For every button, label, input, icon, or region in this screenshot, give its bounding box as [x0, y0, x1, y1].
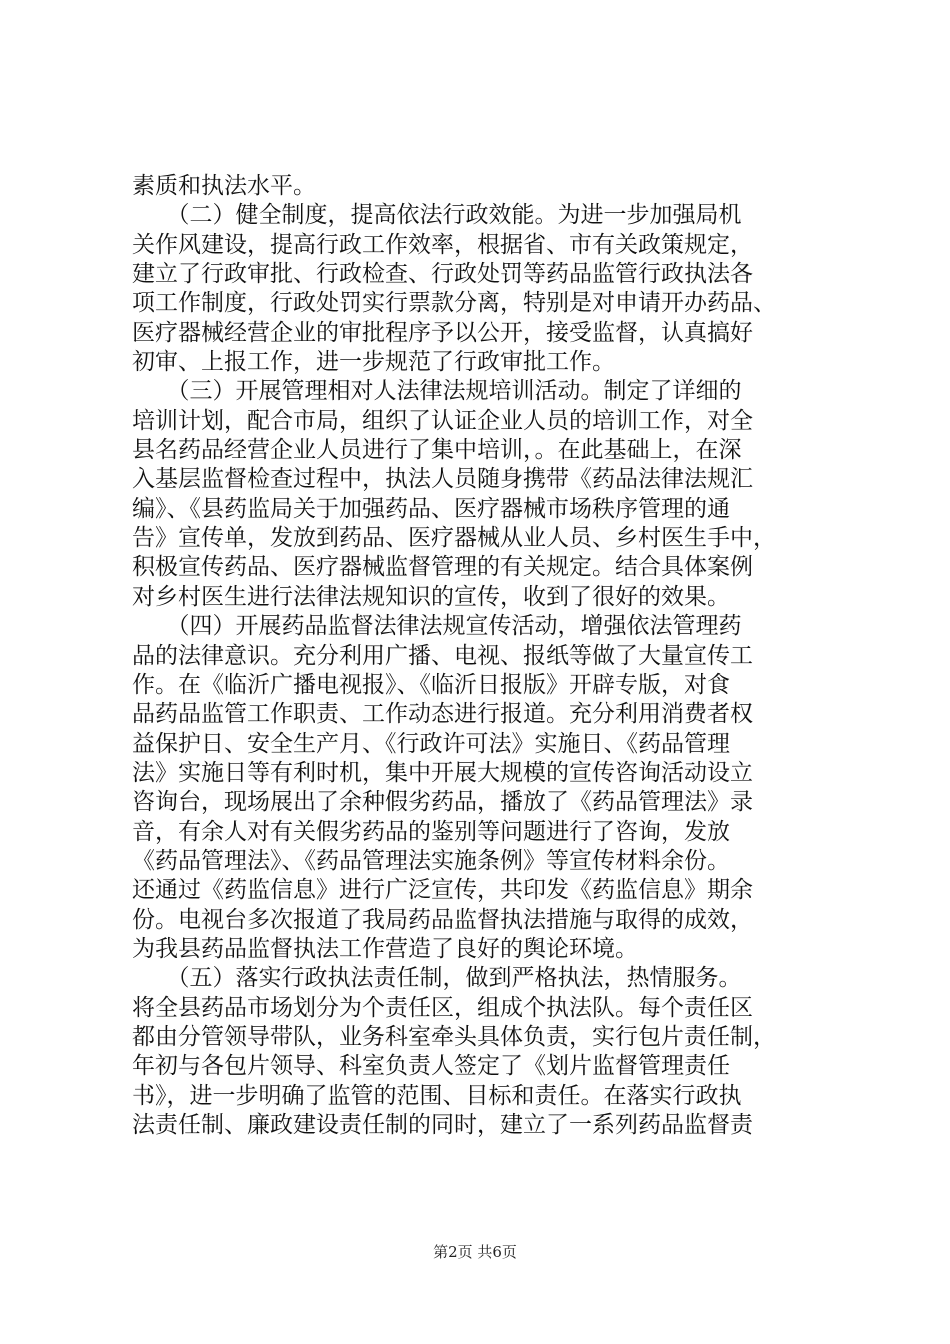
- text-line: 音，有余人对有关假劣药品的鉴别等问题进行了咨询，发放: [132, 818, 730, 845]
- text-line: （三）开展管理相对人法律法规培训活动。制定了详细的: [132, 378, 742, 405]
- text-line: 书》，进一步明确了监管的范围、目标和责任。在落实行政执: [132, 1082, 742, 1109]
- body-text: [132, 172, 848, 1140]
- text-line: 将全县药品市场划分为个责任区，组成个执法队。每个责任区: [132, 994, 753, 1021]
- text-line: 积极宣传药品、医疗器械监督管理的有关规定。结合具体案例: [132, 554, 753, 581]
- text-line: 法责任制、廉政建设责任制的同时，建立了一系列药品监督责: [132, 1112, 753, 1138]
- text-line: （四）开展药品监督法律法规宣传活动，增强依法管理药: [132, 613, 742, 640]
- text-line: 培训计划，配合市局，组织了认证企业人员的培训工作，对全: [132, 407, 753, 434]
- text-line: 益保护日、安全生产月、《行政许可法》实施日、《药品管理: [132, 730, 730, 757]
- text-line: 为我县药品监督执法工作营造了良好的舆论环境。: [132, 935, 638, 962]
- text-line: 医疗器械经营企业的审批程序予以公开，接受监督，认真搞好: [132, 319, 753, 346]
- text-line: 份。电视台多次报道了我局药品监督执法措施与取得的成效，: [132, 906, 753, 933]
- text-line: 关作风建设，提高行政工作效率，根据省、市有关政策规定，: [132, 231, 753, 258]
- text-line: 作。在《临沂广播电视报》、《临沂日报版》开辟专版，对食: [132, 671, 730, 698]
- text-line: 初审、上报工作，进一步规范了行政审批工作。: [132, 349, 615, 376]
- text-line: 告》宣传单，发放到药品、医疗器械从业人员、乡村医生手中，: [132, 525, 776, 552]
- text-line: 年初与各包片领导、科室负责人签定了《划片监督管理责任: [132, 1053, 730, 1080]
- page-footer: 第2页 共6页: [433, 1243, 517, 1261]
- text-line: 素质和执法水平。: [132, 173, 316, 199]
- text-line: 品的法律意识。充分利用广播、电视、报纸等做了大量宣传工: [132, 642, 753, 669]
- text-line: 项工作制度，行政处罚实行票款分离，特别是对申请开办药品、: [132, 290, 776, 317]
- text-line: 还通过《药监信息》进行广泛宣传，共印发《药监信息》期余: [132, 877, 753, 904]
- text-line: 县名药品经营企业人员进行了集中培训，。在此基础上，在深: [132, 437, 742, 464]
- text-line: 品药品监管工作职责、工作动态进行报道。充分利用消费者权: [132, 701, 753, 728]
- text-line: （五）落实行政执法责任制，做到严格执法，热情服务。: [132, 965, 742, 992]
- text-line: 咨询台，现场展出了余种假劣药品，播放了《药品管理法》录: [132, 789, 753, 816]
- text-line: 对乡村医生进行法律法规知识的宣传，收到了很好的效果。: [132, 583, 730, 610]
- text-line: （二）健全制度，提高依法行政效能。为进一步加强局机: [132, 202, 742, 229]
- text-line: 《药品管理法》、《药品管理法实施条例》等宣传材料余份。: [132, 847, 730, 874]
- text-line: 法》实施日等有利时机，集中开展大规模的宣传咨询活动设立: [132, 759, 753, 786]
- text-line: 建立了行政审批、行政检查、行政处罚等药品监管行政执法各: [132, 261, 753, 288]
- text-line: 都由分管领导带队，业务科室牵头具体负责，实行包片责任制，: [132, 1023, 776, 1050]
- text-line: 入基层监督检查过程中，执法人员随身携带《药品法律法规汇: [132, 466, 753, 493]
- text-line: 编》、《县药监局关于加强药品、医疗器械市场秩序管理的通: [132, 495, 730, 522]
